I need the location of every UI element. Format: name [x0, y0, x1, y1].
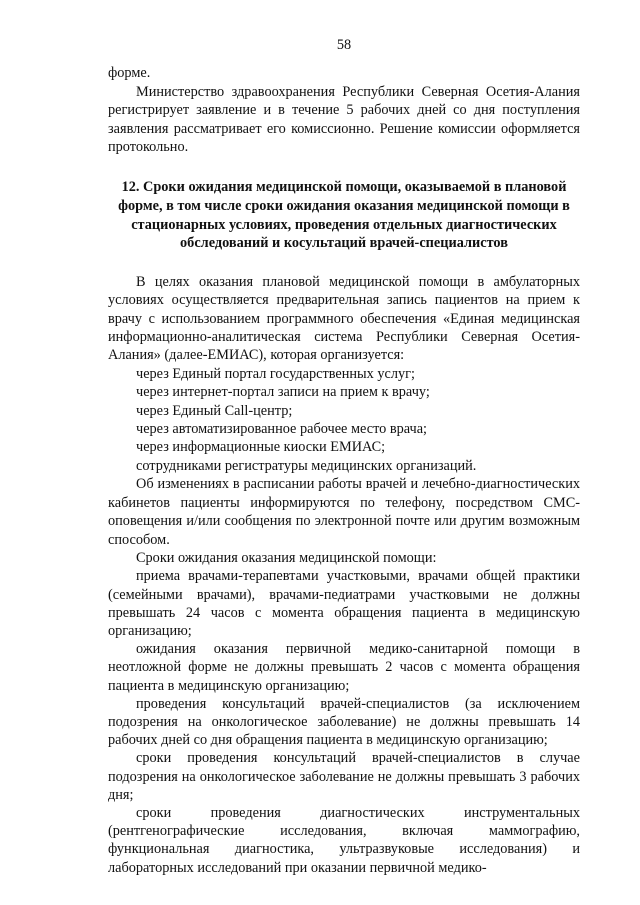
paragraph-ministry-registration: Министерство здравоохранения Республики Северная Осетия-Алания регистрирует заявление и в течение 5 рабочих дней со дня поступления заявления рассматривает его комиссионно. Решение комиссии оформляется протокольно.	[108, 83, 580, 156]
list-item-waiting-time: сроки проведения диагностических инструментальных (рентгенографические исследования, включая маммографию, функциональная диагностика, ультразвуковые исследования) и лабораторных исследований при оказании первичной медико-	[108, 804, 580, 876]
paragraph-continuation: форме.	[108, 65, 151, 82]
list-item-waiting-time: проведения консультаций врачей-специалистов (за исключением подозрения на онкологическое заболевание) не должны превышать 14 рабочих дней со дня обращения пациента в медицинскую организацию;	[108, 695, 580, 749]
list-item-channel: через автоматизированное рабочее место врача;	[136, 421, 428, 438]
list-item-waiting-time: сроки проведения консультаций врачей-специалистов в случае подозрения на онкологическое заболевание не должны превышать 3 рабочих дня;	[108, 750, 580, 803]
list-item-channel: через Единый Call-центр;	[136, 402, 293, 419]
section-heading: 12. Сроки ожидания медицинской помощи, оказываемой в плановой форме, в том числе сроки ожидания оказания медицинской помощи в стационарных условиях, проведения отдельных диагностических обследований и косультаций врачей-специалистов	[118, 179, 570, 252]
list-item-channel: через Единый портал государственных услуг;	[136, 365, 415, 382]
page-number: 58	[336, 37, 352, 53]
paragraph-notification: Об изменениях в расписании работы врачей и лечебно-диагностических кабинетов пациенты информируются по телефону, посредством СМС-оповещения и/или сообщения по электронной почте или другим возможным способом.	[108, 476, 580, 548]
list-item-channel: через информационные киоски ЕМИАС;	[136, 439, 386, 456]
section-body	[108, 273, 580, 877]
paragraph-intro: В целях оказания плановой медицинской помощи в амбулаторных условиях осуществляется предварительная запись пациентов на прием к врачу с использованием программного обеспечения «Единая медицинская информационно-аналитическая система Республики Северная Осетия-Алания» (далее-ЕМИАС), которая организуется:	[108, 273, 580, 364]
document-page	[108, 36, 580, 877]
list-item-waiting-time: ожидания оказания первичной медико-санитарной помощи в неотложной форме не должны превышать 2 часов с момента обращения пациента в медицинскую организацию;	[108, 641, 580, 694]
list-item-waiting-time: приема врачами-терапевтами участковыми, врачами общей практики (семейными врачами), врачами-педиатрами участковыми не должны превышать 24 часов с момента обращения пациента в медицинскую организацию;	[108, 568, 580, 639]
paragraph-waiting-intro: Сроки ожидания оказания медицинской помощи:	[136, 549, 437, 566]
list-item-channel: через интернет-портал записи на прием к врачу;	[136, 384, 430, 401]
list-item-channel: сотрудниками регистратуры медицинских организаций.	[136, 457, 477, 474]
